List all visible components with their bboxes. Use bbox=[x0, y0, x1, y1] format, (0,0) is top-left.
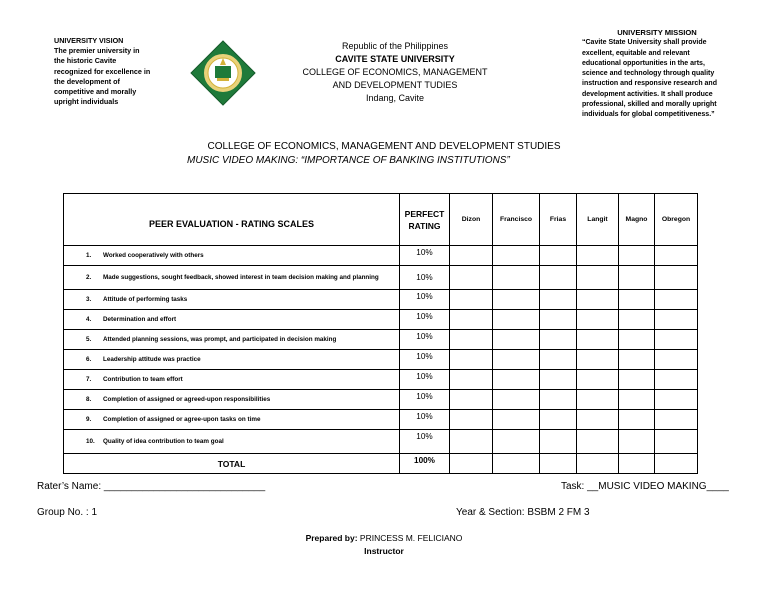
score-cell[interactable] bbox=[540, 430, 577, 454]
location-line: Indang, Cavite bbox=[365, 93, 425, 103]
score-cell[interactable] bbox=[493, 410, 540, 430]
criterion-number: 4. bbox=[86, 316, 92, 323]
mission-line: development activities. It shall produce bbox=[582, 90, 713, 98]
score-cell[interactable] bbox=[577, 410, 619, 430]
score-cell[interactable] bbox=[450, 350, 493, 370]
score-cell[interactable] bbox=[450, 410, 493, 430]
criterion-cell bbox=[64, 330, 400, 350]
score-cell[interactable] bbox=[655, 390, 698, 410]
table-row bbox=[64, 350, 698, 370]
perfect-label: PERFECT bbox=[404, 208, 445, 219]
table-row bbox=[64, 330, 698, 350]
score-cell[interactable] bbox=[577, 246, 619, 266]
score-cell[interactable] bbox=[577, 390, 619, 410]
score-cell[interactable] bbox=[655, 430, 698, 454]
criterion-text: Quality of idea contribution to team goal bbox=[103, 438, 224, 445]
criterion-number: 7. bbox=[86, 376, 92, 383]
mission-heading: UNIVERSITY MISSION bbox=[617, 28, 697, 37]
university-logo-icon bbox=[190, 40, 256, 106]
instructor-name: PRINCESS M. FELICIANO bbox=[357, 533, 463, 543]
table-title: PEER EVALUATION - RATING SCALES bbox=[64, 194, 400, 246]
member-header: Obregon bbox=[655, 194, 698, 246]
score-cell[interactable] bbox=[619, 390, 655, 410]
mission-line: professional, skilled and morally upright bbox=[582, 101, 717, 109]
mission-line: “Cavite State University shall provide bbox=[582, 39, 707, 47]
criterion-cell bbox=[64, 246, 400, 266]
score-cell[interactable] bbox=[577, 266, 619, 290]
criterion-text: Worked cooperatively with others bbox=[103, 252, 204, 259]
vision-line: upright individuals bbox=[54, 97, 119, 107]
perfect-rating: 10% bbox=[400, 410, 450, 430]
score-cell[interactable] bbox=[540, 266, 577, 290]
score-cell[interactable] bbox=[540, 390, 577, 410]
score-cell[interactable] bbox=[493, 310, 540, 330]
table-row bbox=[64, 370, 698, 390]
score-cell[interactable] bbox=[540, 246, 577, 266]
total-rating: 100% bbox=[400, 454, 450, 474]
republic-line: Republic of the Philippines bbox=[341, 41, 449, 51]
score-cell[interactable] bbox=[450, 330, 493, 350]
perfect-rating: 10% bbox=[400, 330, 450, 350]
score-cell[interactable] bbox=[450, 246, 493, 266]
table-row bbox=[64, 430, 698, 454]
score-cell[interactable] bbox=[577, 310, 619, 330]
criterion-number: 2. bbox=[86, 274, 92, 281]
score-cell[interactable] bbox=[655, 266, 698, 290]
criterion-cell bbox=[64, 290, 400, 310]
criterion-cell bbox=[64, 390, 400, 410]
score-cell[interactable] bbox=[619, 290, 655, 310]
college-line: COLLEGE OF ECONOMICS, MANAGEMENT bbox=[302, 67, 488, 77]
criterion-cell bbox=[64, 350, 400, 370]
member-header: Frias bbox=[540, 194, 577, 246]
score-cell[interactable] bbox=[655, 246, 698, 266]
total-label: TOTAL bbox=[64, 454, 400, 474]
total-cell[interactable] bbox=[619, 454, 655, 474]
rater-name-field[interactable]: Rater’s Name: _____________________________ bbox=[37, 481, 266, 492]
vision-line: the development of bbox=[54, 76, 120, 86]
criterion-number: 10. bbox=[86, 438, 95, 445]
task-field: Task: __MUSIC VIDEO MAKING____ bbox=[561, 481, 729, 492]
mission-line: excellent, equitable and relevant bbox=[582, 49, 690, 57]
vision-line: competitive and morally bbox=[54, 87, 137, 97]
score-cell[interactable] bbox=[450, 430, 493, 454]
score-cell[interactable] bbox=[619, 246, 655, 266]
table-header-row bbox=[64, 194, 698, 246]
score-cell[interactable] bbox=[540, 290, 577, 310]
score-cell[interactable] bbox=[450, 290, 493, 310]
college-title: COLLEGE OF ECONOMICS, MANAGEMENT AND DEVELOPMENT STUDIES bbox=[207, 141, 561, 152]
criterion-text: Leadership attitude was practice bbox=[103, 356, 201, 363]
total-cell[interactable] bbox=[540, 454, 577, 474]
perfect-rating: 10% bbox=[400, 310, 450, 330]
score-cell[interactable] bbox=[655, 350, 698, 370]
total-cell[interactable] bbox=[655, 454, 698, 474]
vision-line: The premier university in bbox=[54, 46, 140, 56]
prepared-label: Prepared by: bbox=[305, 533, 358, 543]
vision-line: recognized for excellence in bbox=[54, 66, 151, 76]
score-cell[interactable] bbox=[540, 350, 577, 370]
criterion-text: Contribution to team effort bbox=[103, 376, 183, 383]
score-cell[interactable] bbox=[619, 430, 655, 454]
criterion-text: Completion of assigned or agreed-upon responsibilities bbox=[103, 396, 271, 403]
perfect-rating: 10% bbox=[400, 350, 450, 370]
criterion-cell bbox=[64, 410, 400, 430]
score-cell[interactable] bbox=[577, 430, 619, 454]
score-cell[interactable] bbox=[619, 266, 655, 290]
institution-header bbox=[288, 40, 502, 105]
score-cell[interactable] bbox=[577, 330, 619, 350]
score-cell[interactable] bbox=[540, 310, 577, 330]
member-header: Magno bbox=[619, 194, 655, 246]
score-cell[interactable] bbox=[655, 330, 698, 350]
table-row bbox=[64, 410, 698, 430]
score-cell[interactable] bbox=[493, 390, 540, 410]
mission-line: educational opportunities in the arts, bbox=[582, 59, 705, 67]
perfect-rating: 10% bbox=[400, 266, 450, 290]
criterion-number: 5. bbox=[86, 336, 92, 343]
perfect-rating: 10% bbox=[400, 290, 450, 310]
criterion-number: 3. bbox=[86, 296, 92, 303]
table-row bbox=[64, 246, 698, 266]
total-cell[interactable] bbox=[577, 454, 619, 474]
score-cell[interactable] bbox=[577, 370, 619, 390]
college-line-2: AND DEVELOPMENT TUDIES bbox=[332, 80, 458, 90]
score-cell[interactable] bbox=[619, 410, 655, 430]
score-cell[interactable] bbox=[619, 350, 655, 370]
prepared-by-block bbox=[0, 532, 768, 558]
criterion-number: 8. bbox=[86, 396, 92, 403]
member-header: Francisco bbox=[493, 194, 540, 246]
year-section: Year & Section: BSBM 2 FM 3 bbox=[456, 507, 590, 518]
criterion-cell bbox=[64, 430, 400, 454]
vision-heading: UNIVERSITY VISION bbox=[54, 36, 124, 45]
university-vision bbox=[54, 36, 174, 107]
perfect-rating: 10% bbox=[400, 430, 450, 454]
mission-line: instruction and responsive research and bbox=[582, 80, 717, 88]
vision-line: the historic Cavite bbox=[54, 56, 117, 66]
university-name: CAVITE STATE UNIVERSITY bbox=[335, 54, 455, 64]
score-cell[interactable] bbox=[619, 330, 655, 350]
score-cell[interactable] bbox=[450, 390, 493, 410]
score-cell[interactable] bbox=[540, 330, 577, 350]
score-cell[interactable] bbox=[577, 350, 619, 370]
mission-line: science and technology through quality bbox=[582, 70, 715, 78]
total-cell[interactable] bbox=[450, 454, 493, 474]
criterion-text: Completion of assigned or agree-upon tasks on time bbox=[103, 416, 261, 423]
rating-label: RATING bbox=[408, 220, 441, 231]
score-cell[interactable] bbox=[619, 310, 655, 330]
score-cell[interactable] bbox=[450, 370, 493, 390]
criterion-text: Made suggestions, sought feedback, showed interest in team decision making and planning bbox=[103, 274, 379, 281]
criterion-number: 1. bbox=[86, 252, 92, 259]
member-header: Dizon bbox=[450, 194, 493, 246]
score-cell[interactable] bbox=[577, 290, 619, 310]
score-cell[interactable] bbox=[619, 370, 655, 390]
total-cell[interactable] bbox=[493, 454, 540, 474]
score-cell[interactable] bbox=[450, 266, 493, 290]
criterion-cell bbox=[64, 370, 400, 390]
criterion-number: 9. bbox=[86, 416, 92, 423]
score-cell[interactable] bbox=[493, 246, 540, 266]
perfect-rating: 10% bbox=[400, 246, 450, 266]
score-cell[interactable] bbox=[655, 370, 698, 390]
score-cell[interactable] bbox=[493, 350, 540, 370]
score-cell[interactable] bbox=[493, 290, 540, 310]
criterion-text: Attended planning sessions, was prompt, and participated in decision making bbox=[103, 336, 337, 343]
table-row bbox=[64, 390, 698, 410]
score-cell[interactable] bbox=[493, 430, 540, 454]
table-row bbox=[64, 266, 698, 290]
score-cell[interactable] bbox=[540, 410, 577, 430]
peer-evaluation-table bbox=[63, 193, 698, 474]
score-cell[interactable] bbox=[655, 410, 698, 430]
score-cell[interactable] bbox=[655, 290, 698, 310]
perfect-rating: 10% bbox=[400, 390, 450, 410]
score-cell[interactable] bbox=[540, 370, 577, 390]
criterion-text: Attitude of performing tasks bbox=[103, 296, 188, 303]
perfect-rating-header bbox=[400, 194, 450, 246]
member-header: Langit bbox=[577, 194, 619, 246]
score-cell[interactable] bbox=[450, 310, 493, 330]
mission-line: individuals for global competitiveness.” bbox=[582, 111, 715, 119]
total-row bbox=[64, 454, 698, 474]
criterion-number: 6. bbox=[86, 356, 92, 363]
perfect-rating: 10% bbox=[400, 370, 450, 390]
score-cell[interactable] bbox=[493, 330, 540, 350]
criterion-cell bbox=[64, 266, 400, 290]
score-cell[interactable] bbox=[655, 310, 698, 330]
table-row bbox=[64, 290, 698, 310]
table-row bbox=[64, 310, 698, 330]
university-mission bbox=[582, 28, 732, 121]
criterion-text: Determination and effort bbox=[103, 316, 177, 323]
criterion-cell bbox=[64, 310, 400, 330]
score-cell[interactable] bbox=[493, 266, 540, 290]
instructor-role: Instructor bbox=[364, 546, 404, 556]
score-cell[interactable] bbox=[493, 370, 540, 390]
activity-title: MUSIC VIDEO MAKING: “IMPORTANCE OF BANKING INSTITUTIONS” bbox=[187, 155, 510, 166]
group-number: Group No. : 1 bbox=[37, 507, 98, 518]
